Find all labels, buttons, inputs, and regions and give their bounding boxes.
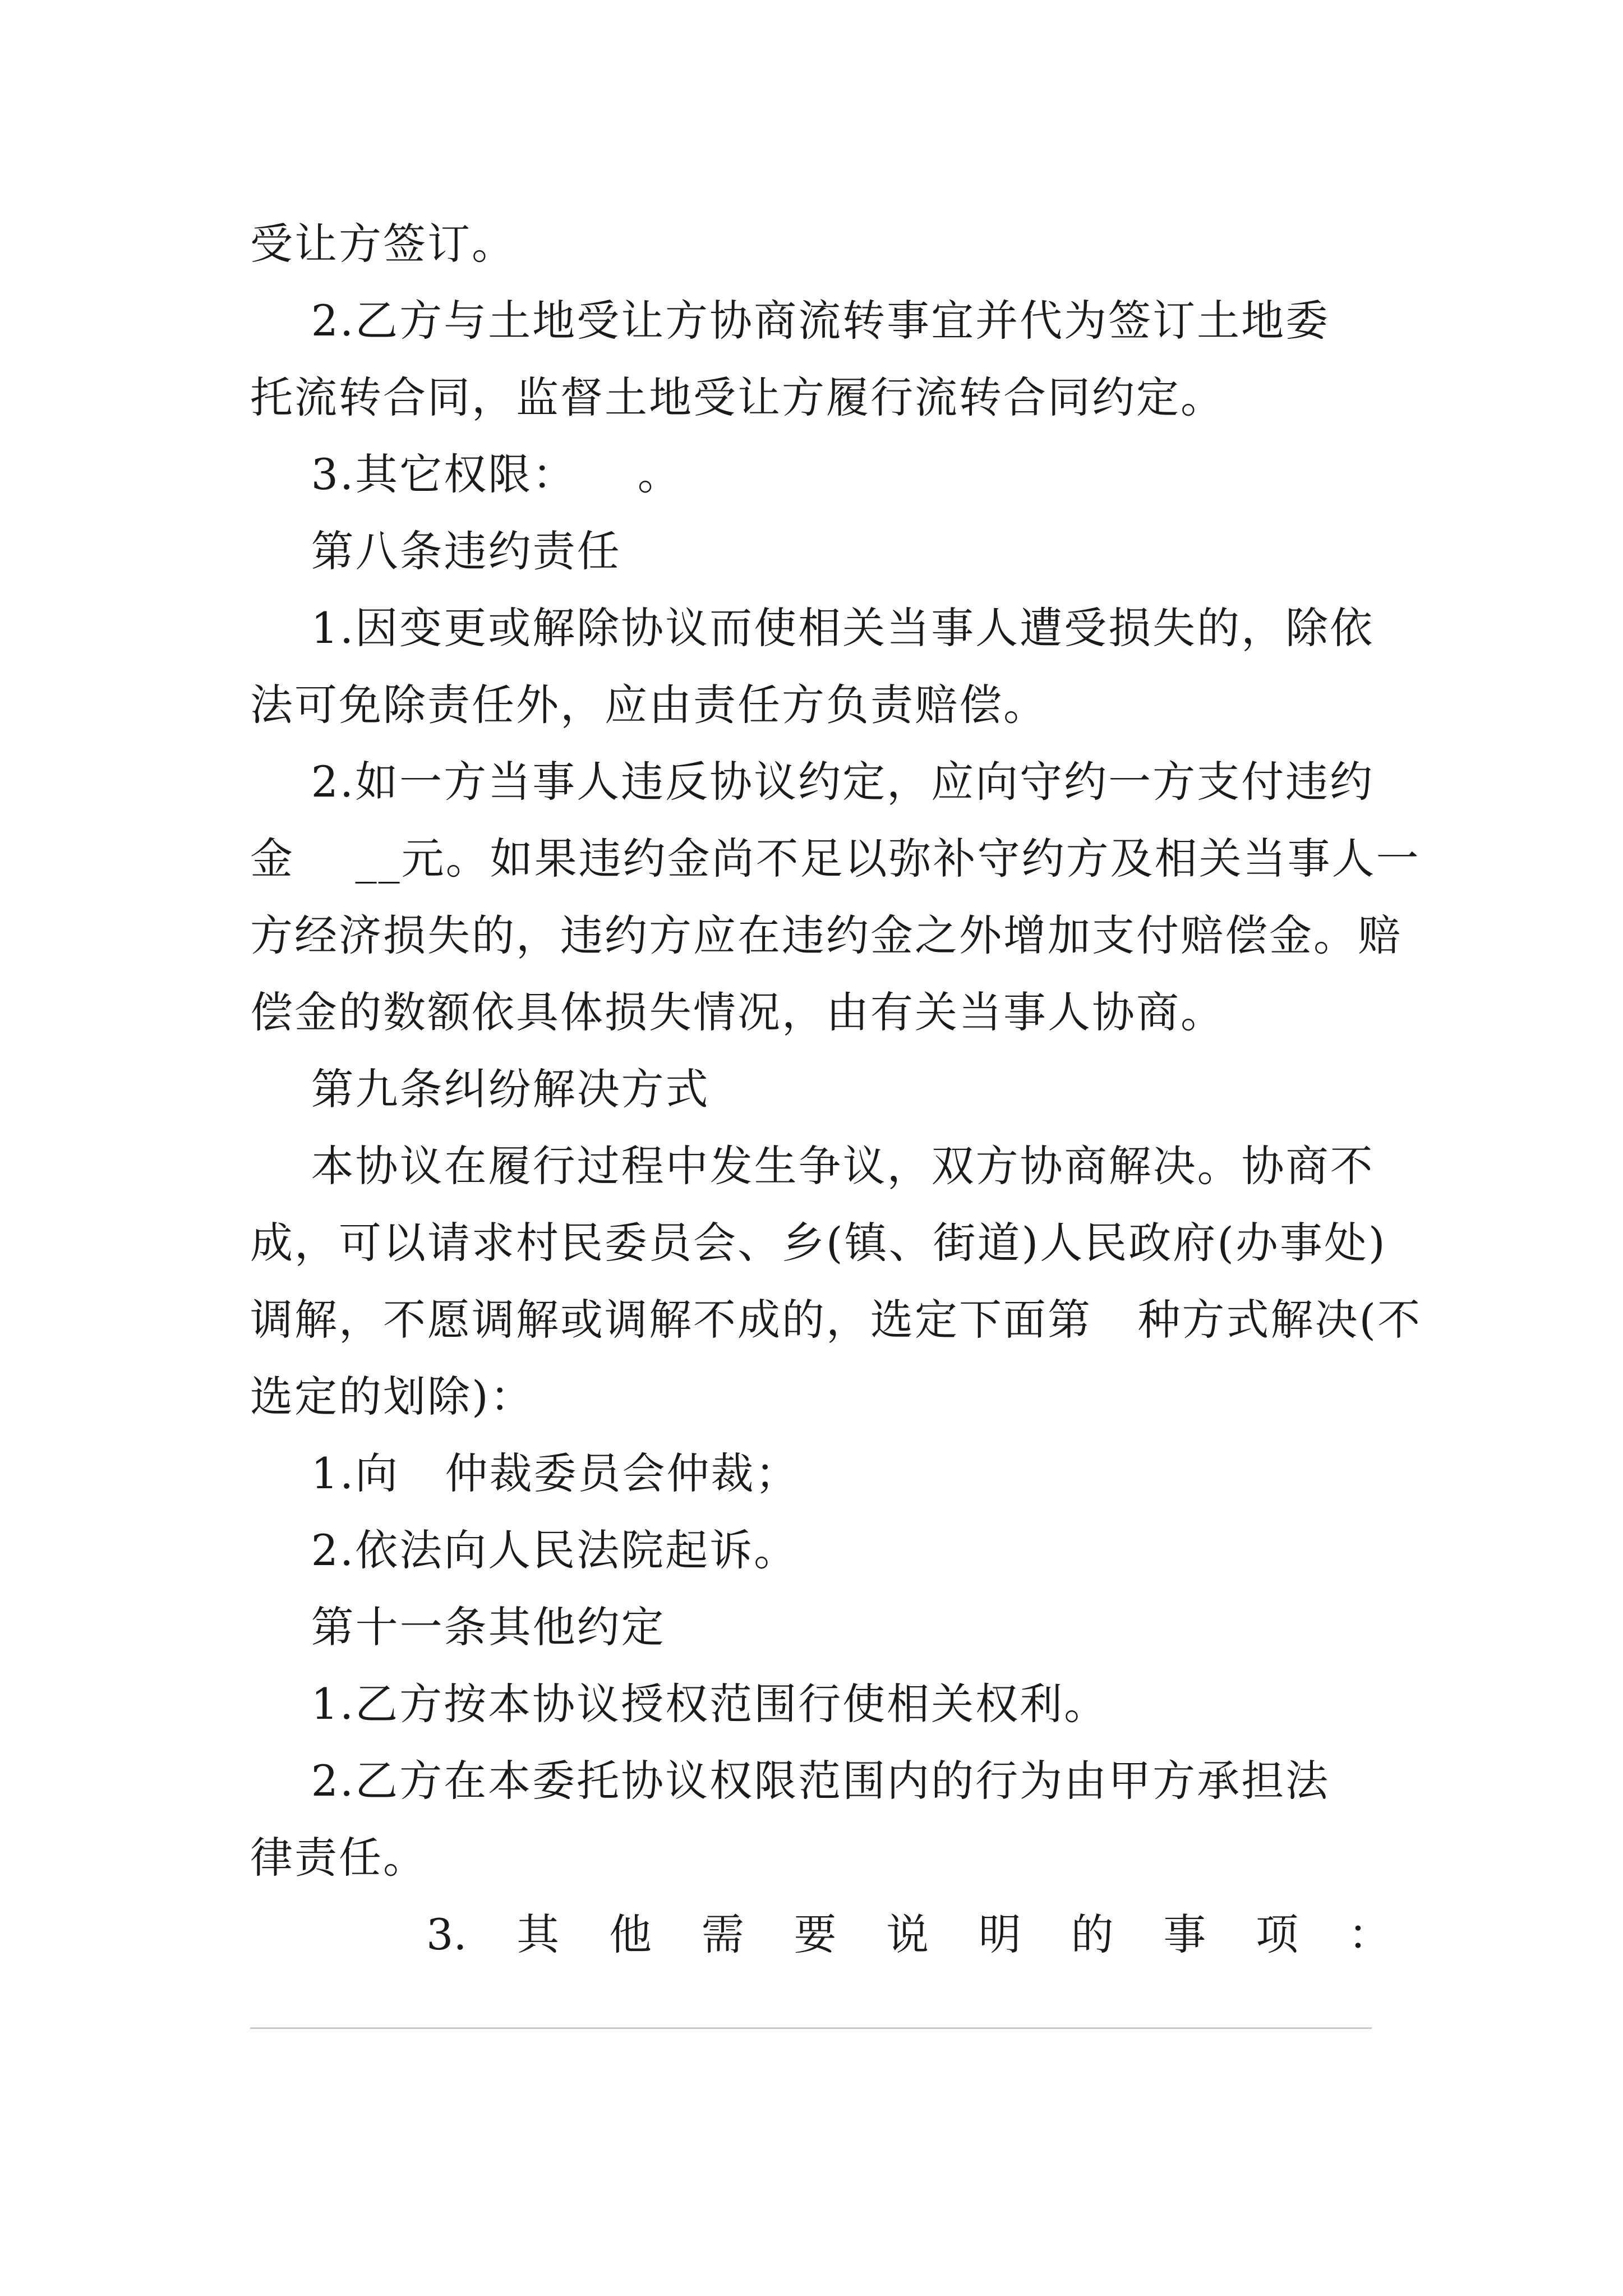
text-line-6: 1.因变更或解除协议而使相关当事人遭受损失的，除依	[250, 603, 1375, 653]
text-line-11: 偿金的数额依具体损失情况，由有关当事人协商。	[250, 987, 1225, 1037]
text-line-21: 2.乙方在本委托协议权限范围内的行为由甲方承担法	[250, 1756, 1330, 1806]
last-line-token: 3.	[426, 1910, 467, 1959]
last-line-token: 需	[701, 1910, 744, 1959]
last-line-token: 要	[794, 1910, 837, 1959]
section-heading-article-8: 第八条违约责任	[250, 526, 621, 576]
text-line-4: 3.其它权限： 。	[250, 449, 682, 499]
section-heading-article-9: 第九条纠纷解决方式	[250, 1064, 710, 1114]
last-line-token: ：	[1348, 1910, 1391, 1959]
text-line-7: 法可免除责任外，应由责任方负责赔偿。	[250, 680, 1048, 730]
text-line-20: 1.乙方按本协议授权范围行使相关权利。	[250, 1679, 1109, 1729]
last-line-token: 其	[517, 1910, 560, 1959]
text-line-2: 2.乙方与土地受让方协商流转事宜并代为签订土地委	[250, 296, 1330, 346]
last-line-token: 明	[978, 1910, 1021, 1959]
last-line-token: 项	[1256, 1910, 1299, 1959]
last-line-token: 说	[886, 1910, 929, 1959]
text-line-14: 成，可以请求村民委员会、乡(镇、街道)人民政府(办事处)	[250, 1218, 1387, 1268]
footer-divider	[250, 2027, 1372, 2029]
text-line-18: 2.依法向人民法院起诉。	[250, 1525, 799, 1575]
last-line-token: 的	[1071, 1910, 1114, 1959]
text-line-13: 本协议在履行过程中发生争议，双方协商解决。协商不	[250, 1141, 1375, 1191]
text-line-15: 调解，不愿调解或调解不成的，选定下面第 种方式解决(不	[250, 1295, 1422, 1345]
text-line-10: 方经济损失的，违约方应在违约金之外增加支付赔偿金。赔	[250, 910, 1402, 960]
text-line-last-justified	[426, 1907, 1391, 1963]
text-line-8: 2.如一方当事人违反协议约定，应向守约一方支付违约	[250, 757, 1375, 807]
text-line-22: 律责任。	[250, 1833, 427, 1883]
last-line-token: 他	[608, 1910, 652, 1959]
text-line-3: 托流转合同，监督土地受让方履行流转合同约定。	[250, 372, 1225, 422]
text-line-16: 选定的划除)：	[250, 1372, 534, 1421]
text-line-9: 金 __元。如果违约金尚不足以弥补守约方及相关当事人一	[250, 834, 1421, 884]
text-line-1: 受让方签订。	[250, 219, 516, 269]
section-heading-article-11: 第十一条其他约定	[250, 1602, 666, 1652]
text-line-17: 1.向 仲裁委员会仲裁；	[250, 1448, 800, 1498]
last-line-token: 事	[1163, 1910, 1206, 1959]
